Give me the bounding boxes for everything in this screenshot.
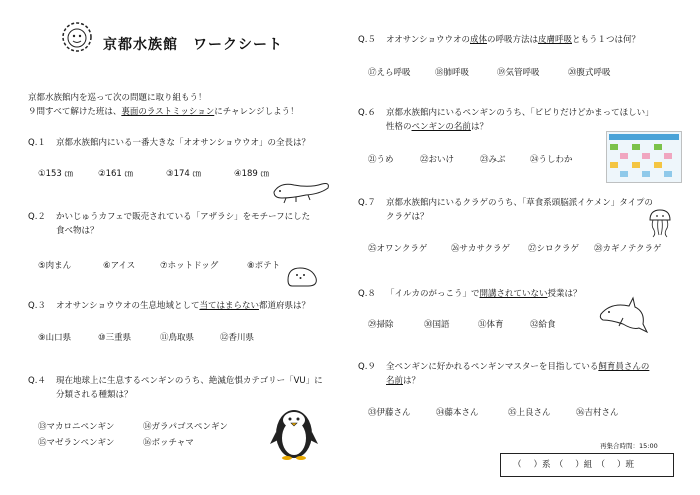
q4-option-1[interactable]: ⑬マカロニペンギン xyxy=(38,422,115,432)
q2-label: Q.２ xyxy=(28,212,46,222)
q7-option-2[interactable]: ㉖サカサクラゲ xyxy=(451,244,510,254)
meeting-time: 再集合時間：15:00 xyxy=(600,442,658,450)
q5-option-4[interactable]: ⑳腹式呼吸 xyxy=(568,68,611,78)
q5-option-3[interactable]: ⑲気管呼吸 xyxy=(497,68,540,78)
page-title: 京都水族館 ワークシート xyxy=(103,37,283,53)
q2-option-1[interactable]: ⑤肉まん xyxy=(38,261,72,271)
q3-option-1[interactable]: ⑨山口県 xyxy=(38,333,72,343)
q3-text-underlined: 当てはまらない xyxy=(199,301,259,311)
q1-option-2[interactable]: ②161 ㎝ xyxy=(98,169,134,179)
q3-question xyxy=(28,299,310,313)
q6-text2-post: は？ xyxy=(470,122,488,132)
q5-question xyxy=(358,33,640,47)
q1-question xyxy=(28,136,310,150)
q8-option-3[interactable]: ㉛体育 xyxy=(478,320,504,330)
q3-option-4[interactable]: ⑫香川県 xyxy=(220,333,255,343)
intro-line2-underlined: 裏面のラストミッション xyxy=(121,107,215,117)
class-box-part1: （ xyxy=(513,460,522,470)
q8-option-2[interactable]: ㉚国語 xyxy=(424,320,450,330)
q5-option-2[interactable]: ⑱肺呼吸 xyxy=(435,68,470,78)
q3-text-pre: オオサンショウウオの生息地域として xyxy=(56,301,200,311)
intro-line2-post: にチャレンジしよう！ xyxy=(214,107,299,117)
q6-text1: 京都水族館内にいるペンギンのうち、「ビビりだけどかまってほしい」 xyxy=(386,108,654,118)
q7-question xyxy=(358,196,653,224)
q6-text2-pre: 性格の xyxy=(386,122,412,132)
q8-text-pre: 「イルカのがっこう」で xyxy=(386,289,480,299)
q7-option-1[interactable]: ㉕オワンクラゲ xyxy=(368,244,428,254)
q2-text1: かいじゅうカフェで販売されている「アザラシ」をモチーフにした xyxy=(56,212,311,222)
q2-option-3[interactable]: ⑦ホットドッグ xyxy=(160,261,219,271)
q4-question xyxy=(28,374,323,402)
class-box-part2: ）系 （ xyxy=(533,460,564,470)
intro-line2 xyxy=(28,105,299,119)
seal-illustration-icon xyxy=(282,262,322,290)
q1-option-1[interactable]: ①153 ㎝ xyxy=(38,169,74,179)
class-box-part3: ）組 （ xyxy=(575,460,606,470)
mascot-logo-icon xyxy=(58,18,96,56)
q5-text-post: ともう１つは何？ xyxy=(572,35,641,45)
q3-option-2[interactable]: ⑩三重県 xyxy=(98,333,132,343)
q7-option-4[interactable]: ㉘カギノテクラゲ xyxy=(594,244,662,254)
q1-text: 京都水族館内にいる一番大きな「オオサンショウウオ」の全長は？ xyxy=(56,138,310,148)
intro xyxy=(28,91,299,119)
penguin-illustration-icon xyxy=(268,400,320,462)
q6-label: Q.６ xyxy=(358,108,376,118)
q4-text2: 分類される種類は？ xyxy=(56,390,133,400)
q5-text-underlined-1: 成体 xyxy=(469,35,487,45)
q5-text-pre: オオサンショウウオの xyxy=(386,35,470,45)
q3-option-3[interactable]: ⑪鳥取県 xyxy=(160,333,195,343)
q7-text2: クラゲは？ xyxy=(386,212,429,222)
q5-option-1[interactable]: ⑰えら呼吸 xyxy=(368,68,411,78)
q7-label: Q.７ xyxy=(358,198,376,208)
salamander-illustration-icon xyxy=(270,176,332,206)
q4-option-4[interactable]: ⑯ボッチャマ xyxy=(143,438,194,448)
q9-option-2[interactable]: ㉞藤本さん xyxy=(436,408,479,418)
q8-option-1[interactable]: ㉙掃除 xyxy=(368,320,394,330)
q7-option-3[interactable]: ㉗シロクラゲ xyxy=(528,244,580,254)
q2-text2: 食べ物は？ xyxy=(56,226,99,236)
q9-option-3[interactable]: ㉟上良さん xyxy=(508,408,551,418)
intro-line1: 京都水族館内を巡って次の問題に取り組もう！ xyxy=(28,93,207,103)
q5-text-mid: の呼吸方法は xyxy=(486,35,538,45)
q5-label: Q.５ xyxy=(358,35,376,45)
q7-text1: 京都水族館内にいるクラゲのうち、「草食系頭脳派イケメン」タイプの xyxy=(386,198,653,208)
q4-option-2[interactable]: ⑭ガラパゴスペンギン xyxy=(143,422,228,432)
q1-option-3[interactable]: ③174 ㎝ xyxy=(166,169,202,179)
q9-text1-pre: 全ペンギンに好かれるペンギンマスターを目指している xyxy=(386,362,599,372)
q8-text-post: 授業は？ xyxy=(547,289,582,299)
q8-label: Q.８ xyxy=(358,289,376,299)
jellyfish-illustration-icon xyxy=(647,208,673,238)
intro-line2-pre: ９問すべて解けた班は、 xyxy=(28,107,122,117)
q2-question xyxy=(28,210,310,238)
dolphin-illustration-icon xyxy=(597,296,649,336)
q9-option-1[interactable]: ㉝伊藤さん xyxy=(368,408,411,418)
q8-option-4[interactable]: ㉜給食 xyxy=(530,320,556,330)
q6-option-3[interactable]: ㉓みぶ xyxy=(480,155,506,165)
q3-label: Q.３ xyxy=(28,301,46,311)
q6-text2-underlined: ペンギンの名前 xyxy=(411,122,471,132)
q1-option-4[interactable]: ④189 ㎝ xyxy=(234,169,270,179)
q6-option-1[interactable]: ㉑うめ xyxy=(368,155,394,165)
q6-option-2[interactable]: ㉒おいけ xyxy=(420,155,455,165)
q9-text2-underlined: 名前 xyxy=(386,376,404,386)
q6-question xyxy=(358,106,654,134)
q4-label: Q.４ xyxy=(28,376,46,386)
class-group-box[interactable] xyxy=(500,453,674,477)
q2-option-4[interactable]: ⑧ポテト xyxy=(247,261,281,271)
q1-label: Q.１ xyxy=(28,138,46,148)
q9-text1-underlined: 飼育員さんの xyxy=(598,362,650,372)
q9-text2-post: は？ xyxy=(403,376,421,386)
q8-question xyxy=(358,287,582,301)
q9-question xyxy=(358,360,649,388)
q3-text-post: 都道府県は？ xyxy=(258,301,310,311)
q2-option-2[interactable]: ⑥アイス xyxy=(103,261,136,271)
q9-label: Q.９ xyxy=(358,362,376,372)
penguin-relationship-chart-image xyxy=(606,131,682,183)
q8-text-underlined: 開講されていない xyxy=(479,289,548,299)
q5-text-underlined-2: 皮膚呼吸 xyxy=(537,35,572,45)
q4-text1: 現在地球上に生息するペンギンのうち、絶滅危惧カテゴリー「VU」に xyxy=(56,376,323,386)
q9-text2 xyxy=(358,374,649,388)
class-box-part4: ）班 xyxy=(617,460,635,470)
q4-option-3[interactable]: ⑮マゼランペンギン xyxy=(38,438,115,448)
q6-option-4[interactable]: ㉔うしわか xyxy=(530,155,573,165)
q9-option-4[interactable]: ㊱吉村さん xyxy=(576,408,619,418)
